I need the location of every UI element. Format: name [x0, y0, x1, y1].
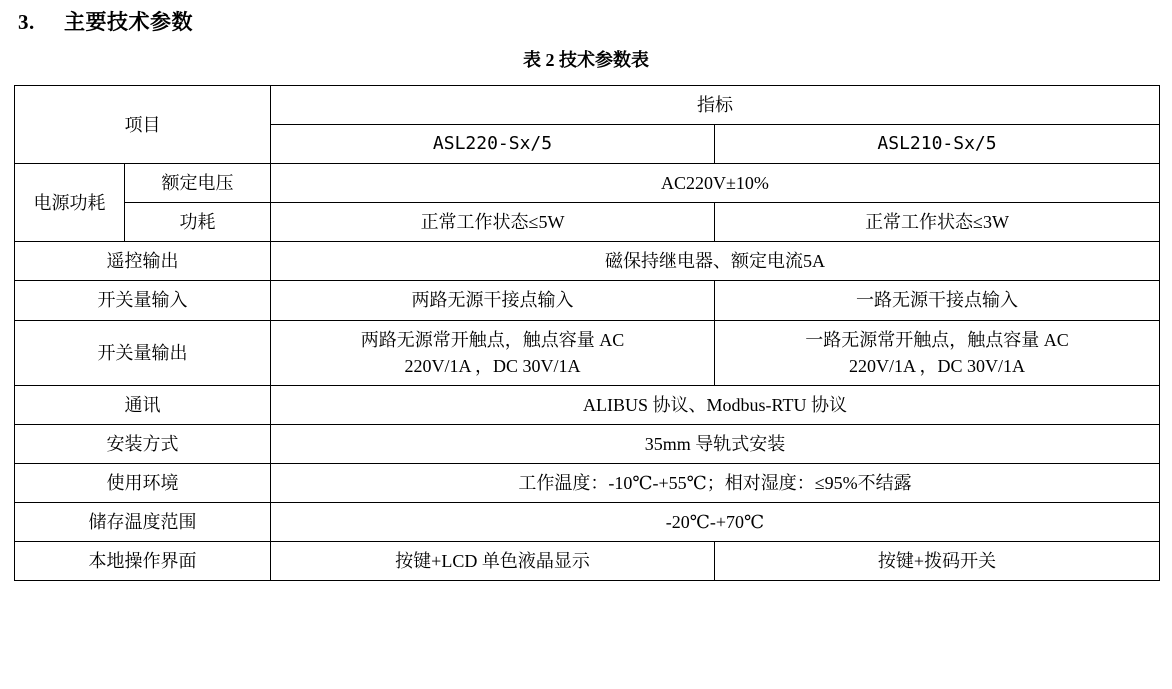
row-value-consumption-1: 正常工作状态≤5W [271, 203, 715, 242]
row-label-consumption: 功耗 [125, 203, 271, 242]
header-item: 项目 [15, 86, 271, 164]
table-row [15, 320, 1160, 385]
section-number: 3. [18, 10, 35, 34]
row-value-switch-output-2-line1: 一路无源常开触点，触点容量 AC [805, 329, 1069, 350]
table-row [15, 385, 1160, 424]
spec-table [14, 85, 1160, 581]
row-label-remote-output: 遥控输出 [15, 242, 271, 281]
row-value-switch-output-2 [715, 320, 1160, 385]
row-value-remote-output: 磁保持继电器、额定电流5A [271, 242, 1160, 281]
row-group-power: 电源功耗 [15, 164, 125, 242]
table-caption: 表 2 技术参数表 [523, 50, 649, 70]
row-value-switch-input-2: 一路无源干接点输入 [715, 281, 1160, 320]
row-value-switch-output-1-line1: 两路无源常开触点，触点容量 AC [360, 329, 625, 350]
header-model-1: ASL220-Sx/5 [271, 125, 715, 164]
table-row [15, 164, 1160, 203]
header-index: 指标 [271, 86, 1160, 125]
row-value-switch-output-1-line2: 220V/1A ，DC 30V/1A [404, 355, 581, 376]
row-label-switch-output: 开关量输出 [15, 320, 271, 385]
row-label-environment: 使用环境 [15, 463, 271, 502]
table-row [15, 203, 1160, 242]
row-label-communication: 通讯 [15, 385, 271, 424]
section-title: 主要技术参数 [64, 10, 193, 34]
table-row [15, 463, 1160, 502]
row-value-switch-output-1 [271, 320, 715, 385]
row-value-communication: ALIBUS 协议、Modbus-RTU 协议 [271, 385, 1160, 424]
row-value-local-ui-1: 按键+LCD 单色液晶显示 [271, 542, 715, 581]
row-value-consumption-2: 正常工作状态≤3W [715, 203, 1160, 242]
row-value-switch-output-2-line2: 220V/1A ，DC 30V/1A [848, 355, 1025, 376]
header-model-2: ASL210-Sx/5 [715, 125, 1160, 164]
table-row [15, 424, 1160, 463]
row-label-installation: 安装方式 [15, 424, 271, 463]
row-label-local-ui: 本地操作界面 [15, 542, 271, 581]
row-value-installation: 35mm 导轨式安装 [271, 424, 1160, 463]
table-row [15, 503, 1160, 542]
row-label-switch-input: 开关量输入 [15, 281, 271, 320]
table-row [15, 242, 1160, 281]
row-value-switch-input-1: 两路无源干接点输入 [271, 281, 715, 320]
table-row [15, 542, 1160, 581]
row-label-storage-temp: 储存温度范围 [15, 503, 271, 542]
table-row [15, 281, 1160, 320]
table-header-row-1 [15, 86, 1160, 125]
section-heading [18, 6, 193, 36]
row-label-rated-voltage: 额定电压 [125, 164, 271, 203]
row-value-environment: 工作温度：-10℃-+55℃；相对湿度：≤95%不结露 [271, 463, 1160, 502]
row-value-storage-temp: -20℃-+70℃ [271, 503, 1160, 542]
row-value-local-ui-2: 按键+拨码开关 [715, 542, 1160, 581]
row-value-rated-voltage: AC220V±10% [271, 164, 1160, 203]
